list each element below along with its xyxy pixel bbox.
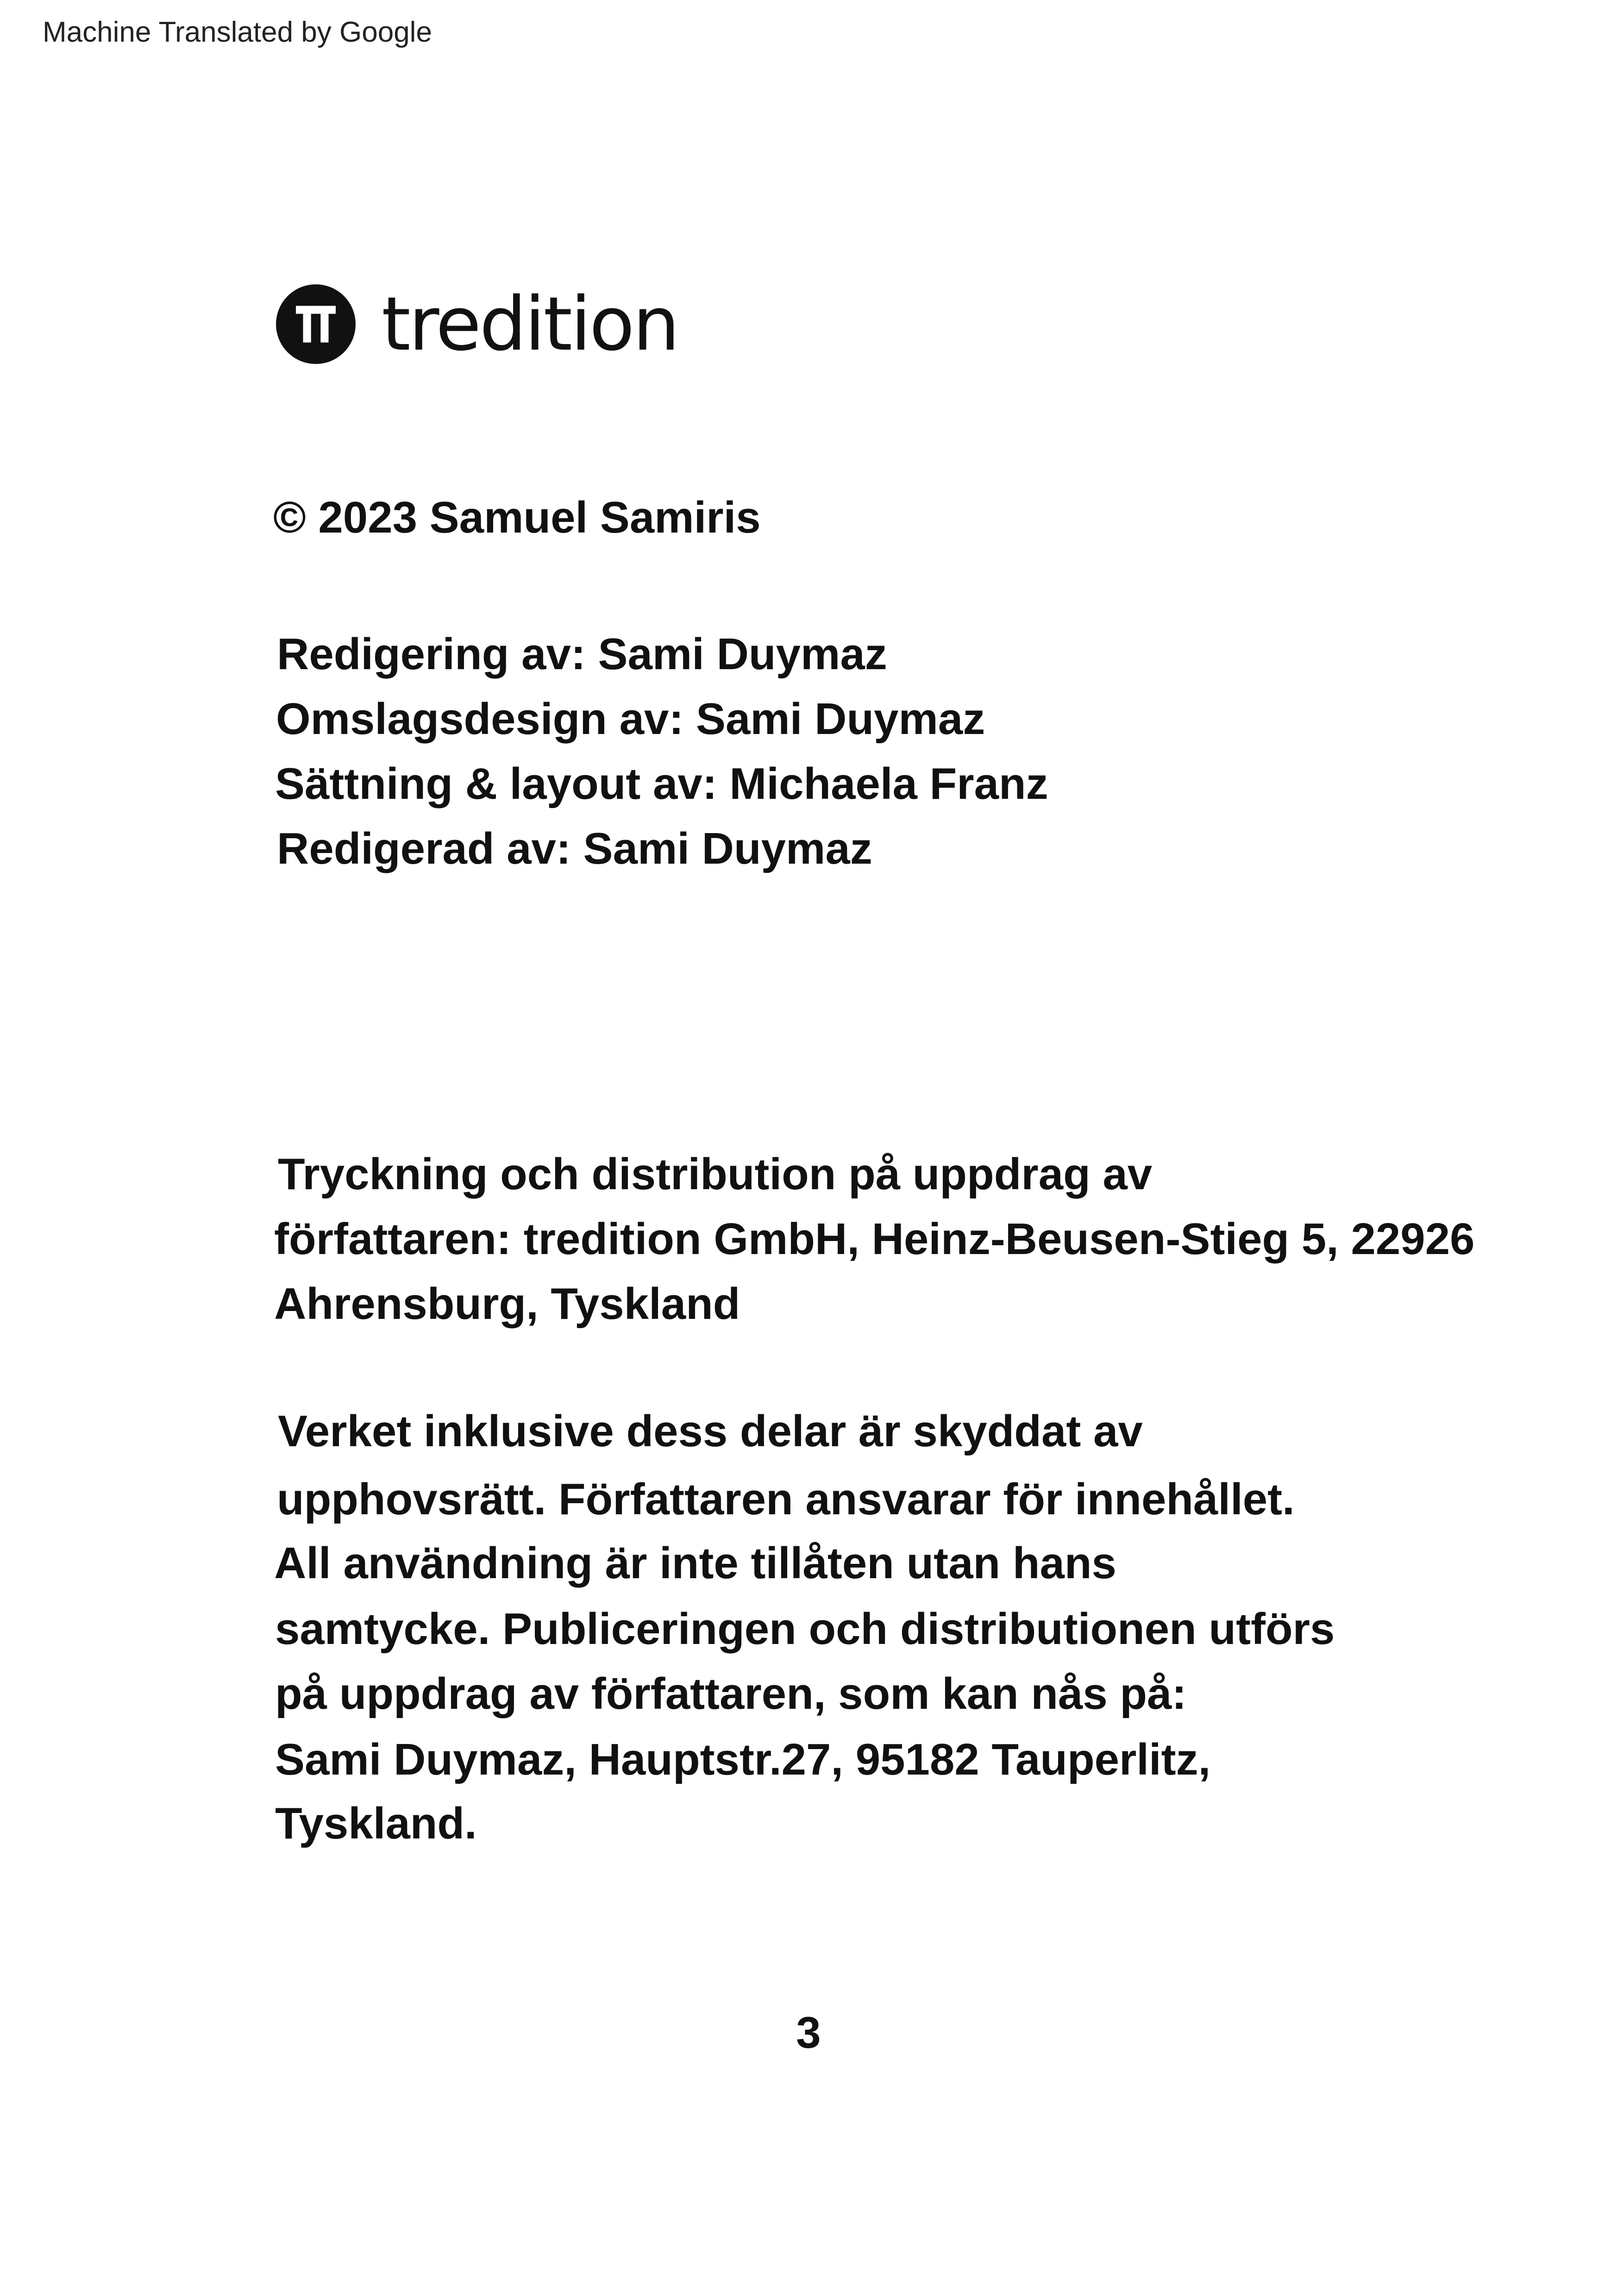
rights-line: Verket inklusive dess delar är skyddat av — [278, 1406, 1143, 1456]
printing-line: författaren: tredition GmbH, Heinz-Beusen-Stieg 5, 22926 — [274, 1214, 1475, 1264]
logo-wordmark: tredition — [382, 280, 678, 367]
rights-line: All användning är inte tillåten utan hans — [274, 1538, 1116, 1588]
copyright-line: © 2023 Samuel Samiris — [273, 493, 761, 542]
credit-line: Sättning & layout av: Michaela Franz — [275, 759, 1048, 809]
page-number: 3 — [796, 2008, 821, 2058]
tredition-logo — [276, 280, 678, 367]
rights-line: på uppdrag av författaren, som kan nås på: — [275, 1669, 1187, 1719]
tredition-logo-icon — [276, 284, 356, 364]
rights-line: samtycke. Publiceringen och distributionen utförs — [275, 1604, 1335, 1654]
machine-translation-banner: Machine Translated by Google — [43, 16, 432, 48]
rights-line: Sami Duymaz, Hauptstr.27, 95182 Tauperlitz, — [275, 1735, 1211, 1784]
rights-line: upphovsrätt. Författaren ansvarar för innehållet. — [277, 1474, 1295, 1524]
printing-line: Tryckning och distribution på uppdrag av — [278, 1149, 1153, 1199]
credit-line: Omslagsdesign av: Sami Duymaz — [276, 694, 985, 744]
printing-line: Ahrensburg, Tyskland — [274, 1279, 740, 1329]
rights-line: Tyskland. — [275, 1799, 477, 1848]
credit-line: Redigering av: Sami Duymaz — [277, 629, 887, 679]
credit-line: Redigerad av: Sami Duymaz — [277, 824, 872, 873]
